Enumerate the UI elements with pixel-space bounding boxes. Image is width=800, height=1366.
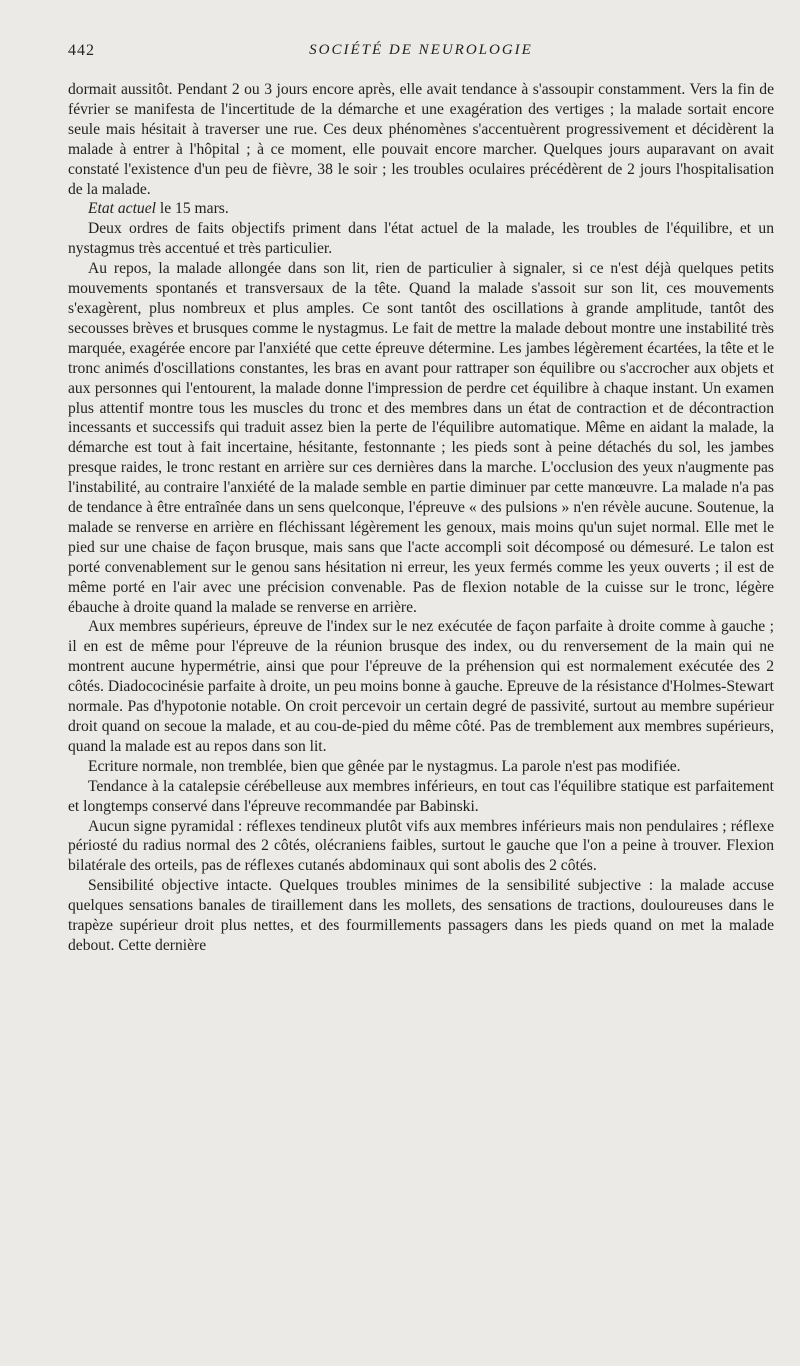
running-title: SOCIÉTÉ DE NEUROLOGIE: [309, 42, 533, 58]
paragraph-2: [68, 199, 774, 219]
paragraph-9: Sensibilité objective intacte. Quelques troubles minimes de la sensibilité subjective : la malade accuse quelques sensations banales de tiraillement dans les mollets, des sensations de tractions, douloureuses dans le trapèze supérieur droit plus nettes, et des fourmillements passagers dans les pieds quand on met la malade debout. Cette dernière: [68, 877, 774, 954]
paragraph-8: Aucun signe pyramidal : réflexes tendineux plutôt vifs aux membres inférieurs mais non pendulaires ; réflexe périosté du radius normal des 2 côtés, olécraniens faibles, surtout le gauche que l'on a peine à trouver. Flexion bilatérale des orteils, pas de réflexes cutanés abdominaux qui sont abolis des 2 côtés.: [68, 817, 774, 875]
paragraph-6: Ecriture normale, non tremblée, bien que gênée par le nystagmus. La parole n'est pas modifiée.: [88, 757, 681, 775]
paragraph-5: Aux membres supérieurs, épreuve de l'index sur le nez exécutée de façon parfaite à droite comme à gauche ; il en est de même pour l'épreuve de la réunion brusque des index, ou du renversement de la main qui ne montrent aucune hypermétrie, ainsi que pour l'épreuve de la préhension qui est normalement exécutée des 2 côtés. Diadococinésie parfaite à droite, un peu moins bonne à gauche. Epreuve de la résistance d'Holmes-Stewart normale. Pas d'hypotonie notable. On croit percevoir un certain degré de passivité, surtout au membre supérieur droit quand on secoue la malade, et au cou-de-pied du même côté. Pas de tremblement aux membres supérieurs, quand la malade est au repos dans son lit.: [68, 618, 774, 755]
body-text: [68, 80, 774, 956]
paragraph-7: Tendance à la catalepsie cérébelleuse aux membres inférieurs, en tout cas l'équilibre statique est parfaitement et longtemps conservé dans l'épreuve recommandée par Babinski.: [68, 777, 774, 815]
page-header: [68, 42, 774, 66]
page-number: 442: [68, 42, 95, 59]
paragraph-4: Au repos, la malade allongée dans son lit, rien de particulier à signaler, si ce n'est déjà quelques petits mouvements spontanés et transversaux de la tête. Quand la malade s'assoit sur son lit, ces mouvements s'exagèrent, plus nombreux et plus amples. Ce sont tantôt des oscillations à grande amplitude, tantôt des secousses brèves et brusques comme le nystagmus. Le fait de mettre la malade debout montre une instabilité très marquée, exagérée encore par l'anxiété que cette épreuve détermine. Les jambes légèrement écartées, la tête et le tronc animés d'oscillations constantes, les bras en avant pour rattraper son équilibre ou s'accrocher aux objets et aux personnes qui l'entourent, la malade donne l'impression de perdre cet équilibre à chaque instant. Un examen plus attentif montre tous les muscles du tronc et des membres dans un état de contraction et de décontraction incessants et successifs qui traduit assez bien la perte de l'équilibre automatique. Même en aidant la malade, la démarche est tout à fait incertaine, hésitante, festonnante ; les pieds sont à peine détachés du sol, les jambes presque raides, le tronc restant en arrière sur ces dernières dans la marche. L'occlusion des yeux n'augmente pas l'instabilité, au contraire l'anxiété de la malade semble en partie diminuer par cette manœuvre. La malade n'a pas de tendance à être entraînée dans un sens quelconque, l'épreuve « des pulsions » n'en révèle aucune. Soutenue, la malade se renverse en arrière en fléchissant légèrement les genoux, mais moins qu'un sujet normal. Elle met le pied sur une chaise de façon brusque, mais sans que l'acte accompli soit décomposé ou démesuré. Le talon est porté convenablement sur le genou sans hésitation ni erreur, les yeux fermés comme les yeux ouverts ; il est de même porté en l'air avec une précision convenable. Pas de flexion notable de la cuisse sur le tronc, légère ébauche à droite quand la malade se renverse en arrière.: [68, 260, 774, 616]
paragraph-1: dormait aussitôt. Pendant 2 ou 3 jours encore après, elle avait tendance à s'assoupir constamment. Vers la fin de février se manifesta de l'incertitude de la démarche et une exagération des vertiges ; la malade sortait encore seule mais hésitait à traverser une rue. Ces deux phénomènes s'accentuèrent progressivement et décidèrent la malade à entrer à l'hôpital ; à ce moment, elle pouvait encore marcher. Quelques jours auparavant on avait constaté l'existence d'un peu de fièvre, 38 le soir ; les troubles oculaires précédèrent de 2 jours l'hospitalisation de la malade.: [68, 81, 774, 198]
section-lead: Etat actuel: [88, 200, 156, 218]
paragraph-3: Deux ordres de faits objectifs priment dans l'état actuel de la malade, les troubles de l'équilibre, et un nystagmus très accentué et très particulier.: [68, 220, 774, 258]
paragraph-2-text: le 15 mars.: [156, 200, 229, 218]
